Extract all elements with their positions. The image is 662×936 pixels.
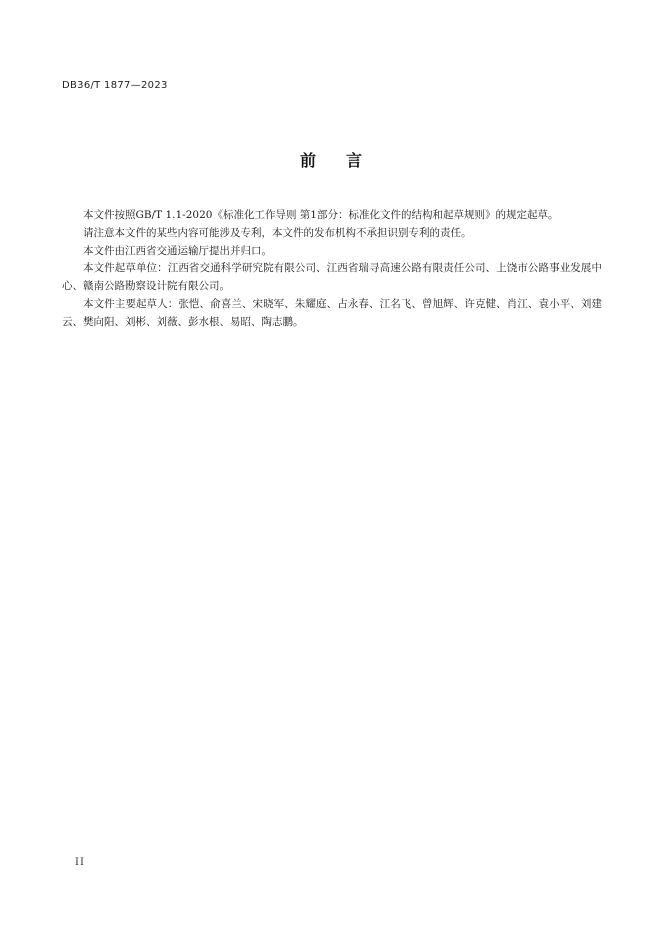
foreword-body: [62, 207, 602, 332]
paragraph-drafting-units: 本文件起草单位：江西省交通科学研究院有限公司、江西省瑞寻高速公路有限责任公司、上饶市公路事业发展中心、赣南公路勘察设计院有限公司。: [62, 262, 602, 293]
document-code: DB36/T 1877—2023: [62, 80, 168, 91]
page-title: [0, 148, 662, 171]
paragraph-drafters: 本文件主要起草人：张恺、俞喜兰、宋晓军、朱耀庭、占永春、江名飞、曾旭辉、许克健、肖江、袁小平、刘建云、樊向阳、刘彬、刘薇、彭水根、易昭、陶志鹏。: [62, 297, 602, 328]
title-part-1: 前: [299, 151, 316, 170]
paragraph-patent-notice: 请注意本文件的某些内容可能涉及专利，本文件的发布机构不承担识别专利的责任。: [83, 226, 472, 239]
paragraph-standard-basis: 本文件按照GB/T 1.1-2020《标准化工作导则 第1部分：标准化文件的结构和起草规则》的规定起草。: [83, 209, 559, 221]
paragraph-proposer: 本文件由江西省交通运输厅提出并归口。: [83, 244, 272, 257]
page-number: II: [75, 857, 85, 868]
title-part-2: 言: [346, 151, 363, 170]
